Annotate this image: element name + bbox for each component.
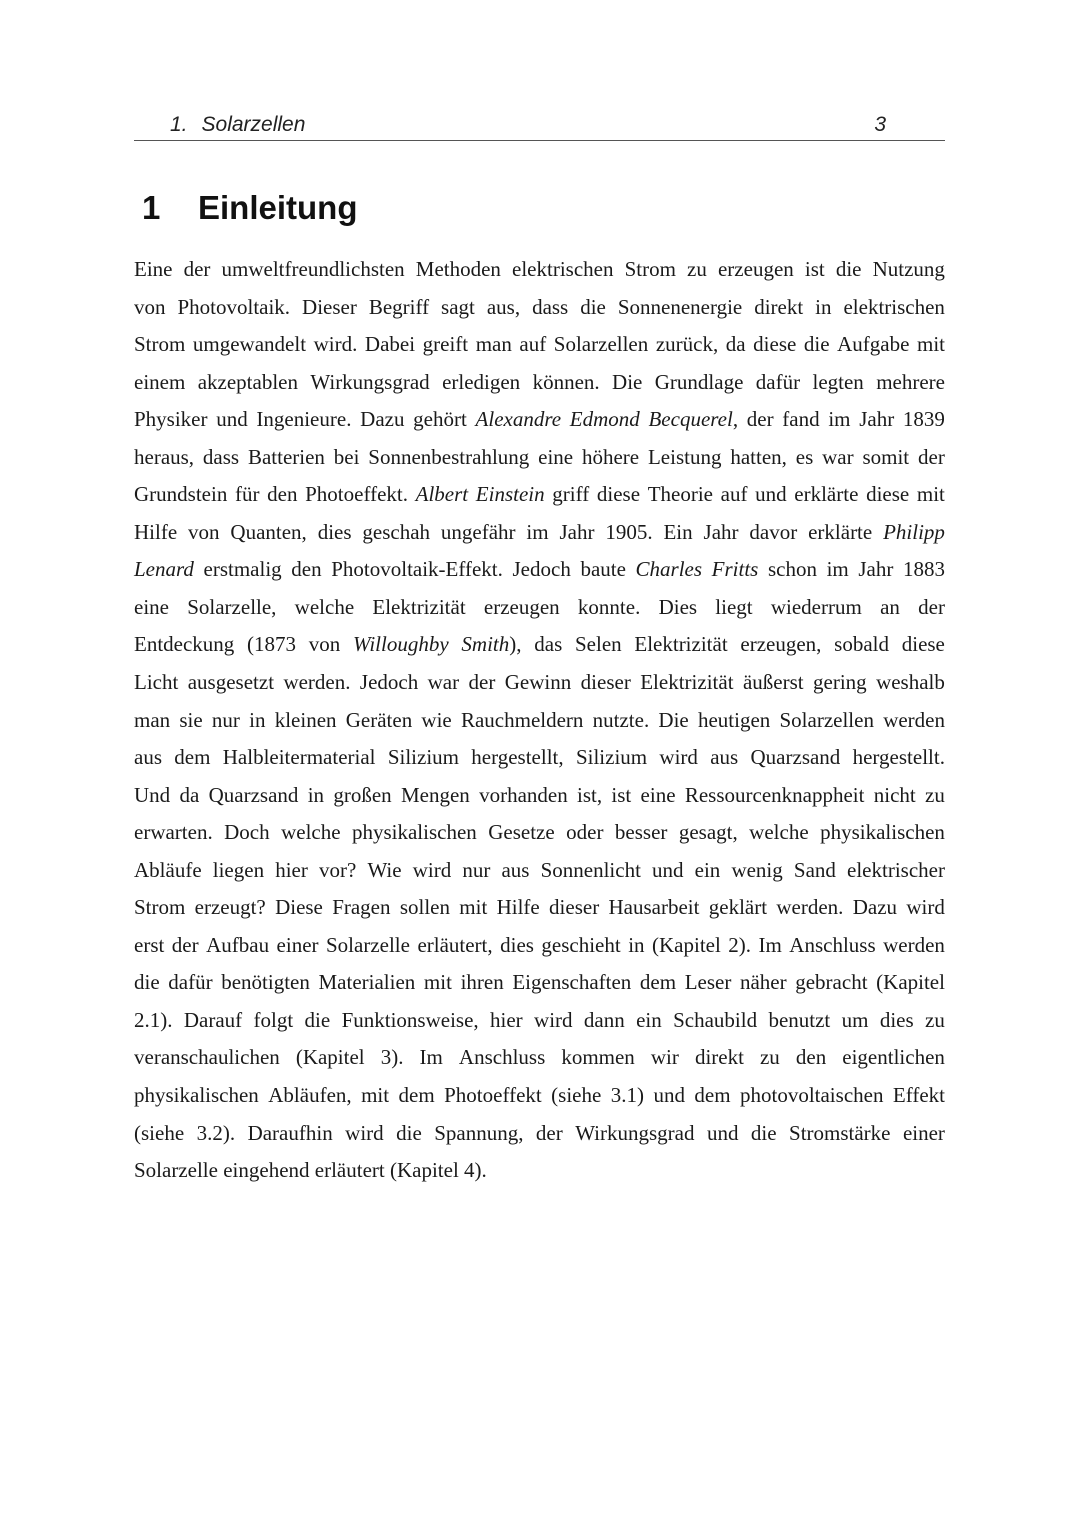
- text-line: die dafür benötigten Materialien mit ihren Eigenschaften dem Leser näher gebracht (Kapitel: [134, 970, 945, 995]
- text-line: physikalischen Abläufen, mit dem Photoeffekt (siehe 3.1) und dem photovoltaischen Effekt: [134, 1083, 945, 1108]
- chapter-number: 1.: [170, 113, 188, 136]
- text-line: erwarten. Doch welche physikalischen Gesetze oder besser gesagt, welche physikalischen: [134, 820, 945, 845]
- running-header: [134, 112, 945, 141]
- text-line: Entdeckung (1873 von Willoughby Smith), das Selen Elektrizität erzeugen, sobald diese: [134, 632, 945, 657]
- page-number: 3: [874, 113, 886, 136]
- running-header-chapter: [170, 112, 305, 138]
- chapter-title: Solarzellen: [201, 113, 306, 136]
- text-line: Abläufe liegen hier vor? Wie wird nur aus Sonnenlicht und ein wenig Sand elektrischer: [134, 857, 945, 882]
- text-line: Grundstein für den Photoeffekt. Albert Einstein griff diese Theorie auf und erklärte diese mit: [134, 482, 945, 507]
- text-line: Licht ausgesetzt werden. Jedoch war der Gewinn dieser Elektrizität äußerst gering weshalb: [134, 670, 945, 695]
- text-line: Solarzelle eingehend erläutert (Kapitel 4).: [134, 1158, 487, 1183]
- text-line: eine Solarzelle, welche Elektrizität erzeugen konnte. Dies liegt wiederrum an der: [134, 594, 945, 619]
- text-line: man sie nur in kleinen Geräten wie Rauchmeldern nutzte. Die heutigen Solarzellen werden: [134, 707, 945, 732]
- text-line: einem akzeptablen Wirkungsgrad erledigen können. Die Grundlage dafür legten mehrere: [134, 369, 945, 394]
- text-line: von Photovoltaik. Dieser Begriff sagt aus, dass die Sonnenenergie direkt in elektrischen: [134, 294, 945, 319]
- body-paragraph: [134, 251, 945, 1190]
- text-line: 2.1). Darauf folgt die Funktionsweise, hier wird dann ein Schaubild benutzt um dies zu: [134, 1007, 945, 1032]
- text-line: aus dem Halbleitermaterial Silizium hergestellt, Silizium wird aus Quarzsand hergestellt.: [134, 745, 945, 770]
- text-line: Eine der umweltfreundlichsten Methoden elektrischen Strom zu erzeugen ist die Nutzung: [134, 257, 945, 281]
- text-line: erst der Aufbau einer Solarzelle erläutert, dies geschieht in (Kapitel 2). Im Anschluss werden: [134, 932, 945, 957]
- section-number: 1: [142, 189, 161, 226]
- section-heading: [142, 186, 358, 230]
- text-line: Hilfe von Quanten, dies geschah ungefähr im Jahr 1905. Ein Jahr davor erklärte Philipp: [134, 519, 945, 544]
- section-title: Einleitung: [198, 189, 358, 226]
- text-line: Lenard erstmalig den Photovoltaik-Effekt. Jedoch baute Charles Fritts schon im Jahr 1883: [134, 557, 945, 582]
- text-line: Strom erzeugt? Diese Fragen sollen mit Hilfe dieser Hausarbeit geklärt werden. Dazu wird: [134, 895, 945, 920]
- text-line: (siehe 3.2). Daraufhin wird die Spannung, der Wirkungsgrad und die Stromstärke einer: [134, 1120, 945, 1145]
- text-line: Physiker und Ingenieure. Dazu gehört Alexandre Edmond Becquerel, der fand im Jahr 1839: [134, 407, 945, 432]
- text-line: Und da Quarzsand in großen Mengen vorhanden ist, ist eine Ressourcenknappheit nicht zu: [134, 782, 945, 807]
- text-line: Strom umgewandelt wird. Dabei greift man auf Solarzellen zurück, da diese die Aufgabe mit: [134, 332, 945, 357]
- text-line: heraus, dass Batterien bei Sonnenbestrahlung eine höhere Leistung hatten, es war somit der: [134, 444, 945, 469]
- text-line: veranschaulichen (Kapitel 3). Im Anschluss kommen wir direkt zu den eigentlichen: [134, 1045, 945, 1070]
